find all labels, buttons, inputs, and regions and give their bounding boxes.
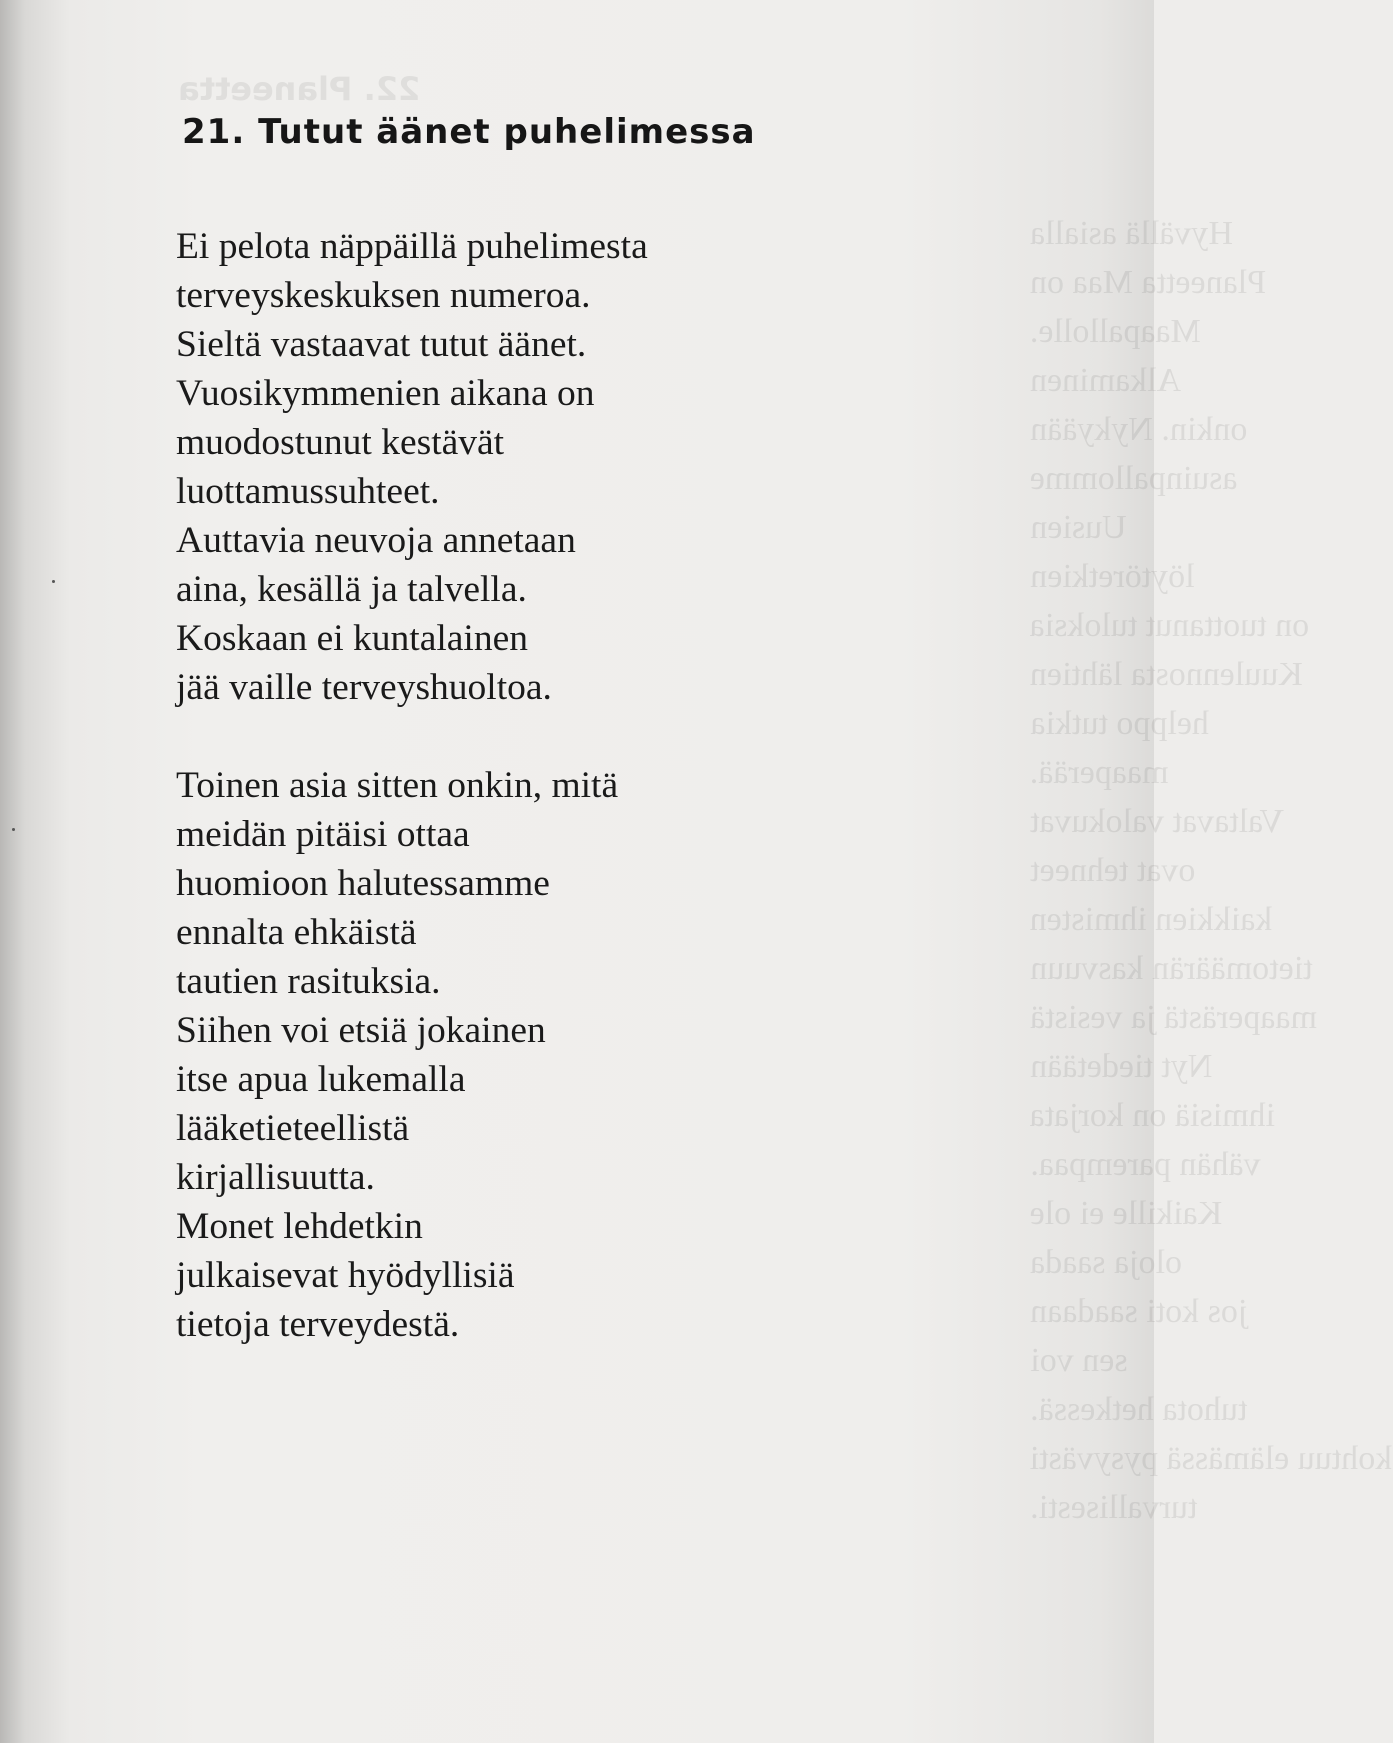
poem-line: meidän pitäisi ottaa [176,814,470,855]
poem-line: ennalta ehkäistä [176,912,417,953]
paper-speck [12,828,15,831]
poem-line: julkaisevat hyödyllisiä [176,1255,515,1296]
show-through-from-reverse-page: 22. Planeetta Hyvällä asialla Planeetta Maa on Maapallolle. Alkaminen onkin. Nykyään asuinpallomme Uusien löytöretkien on tuottanut tuloksia Kuulennosta lähtien helppo tutkia maaperää. Valtavat valokuvat ovat tehneet kaikkien ihmisten tietomäärän kasvuun maaperästä ja vesistä Nyt tiedetään ihmisiä on korjata vähän parempaa. Kaikille ei ole oloja saada jos koti saadaan sen voi tuhota hetkessä. kohtuu elämässä pysyvästi turvallisesti. [178,70,1393,1526]
poem-line: muodostunut kestävät [176,422,505,463]
poem-line: Auttavia neuvoja annetaan [176,520,576,561]
poem-line: jää vaille terveyshuoltoa. [176,667,552,708]
poem-body [176,222,936,1349]
poem-line: Sieltä vastaavat tutut äänet. [176,324,587,365]
poem-line: tietoja terveydestä. [176,1304,460,1345]
poem-line: Toinen asia sitten onkin, mitä [176,765,619,806]
poem-line: Ei pelota näppäillä puhelimesta [176,226,648,267]
poem-line: terveyskeskuksen numeroa. [176,275,591,316]
poem-line: Koskaan ei kuntalainen [176,618,528,659]
stanza-2 [176,761,936,1349]
poem-line: Siihen voi etsiä jokainen [176,1010,546,1051]
poem-line: lääketieteellistä [176,1108,410,1149]
poem-line: luottamussuhteet. [176,471,440,512]
poem-title: 21. Tutut äänet puhelimessa [182,112,756,152]
poem-line: Vuosikymmenien aikana on [176,373,595,414]
poem-line: itse apua lukemalla [176,1059,466,1100]
poem-line: aina, kesällä ja talvella. [176,569,527,610]
paper-speck [52,580,55,583]
poem-line: Monet lehdetkin [176,1206,423,1247]
stanza-1 [176,222,936,712]
poem-line: kirjallisuutta. [176,1157,375,1198]
poem-line: tautien rasituksia. [176,961,441,1002]
poem-line: huomioon halutessamme [176,863,550,904]
